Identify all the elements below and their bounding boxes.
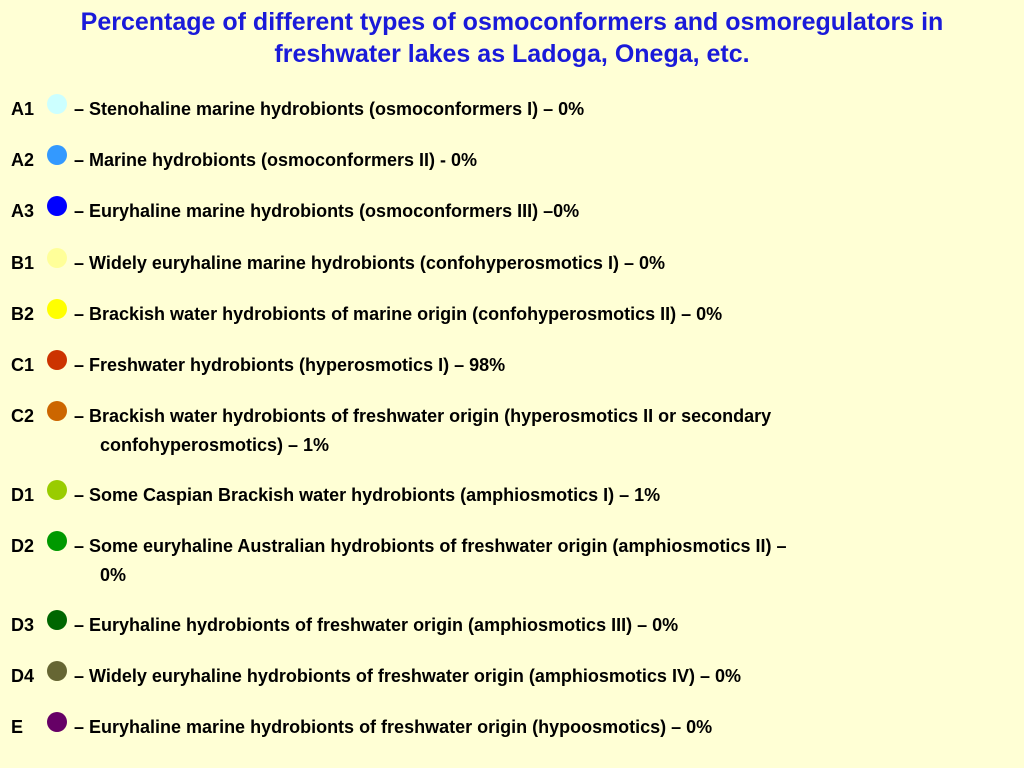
item-code: B1	[11, 253, 35, 273]
color-dot-icon	[47, 196, 67, 216]
item-description-continued: confohyperosmotics) – 1%	[100, 435, 330, 455]
color-dot-icon	[47, 531, 67, 551]
item-description: – Euryhaline hydrobionts of freshwater origin (amphiosmotics III) – 0%	[74, 615, 679, 635]
item-code: D3	[11, 615, 35, 635]
item-code: A2	[11, 150, 35, 170]
color-dot-icon	[47, 712, 67, 732]
color-dot-icon	[47, 610, 67, 630]
color-dot-icon	[47, 145, 67, 165]
item-code: D1	[11, 485, 35, 505]
item-code: B2	[11, 304, 35, 324]
item-code: C2	[11, 406, 35, 426]
item-code: D4	[11, 666, 35, 686]
item-description: – Euryhaline marine hydrobionts (osmoconformers III) –0%	[74, 201, 580, 221]
item-description: – Brackish water hydrobionts of freshwater origin (hyperosmotics II or secondary	[74, 406, 772, 426]
color-dot-icon	[47, 401, 67, 421]
color-dot-icon	[47, 248, 67, 268]
color-dot-icon	[47, 480, 67, 500]
title-line-2: freshwater lakes as Ladoga, Onega, etc.	[274, 40, 750, 68]
item-description: – Marine hydrobionts (osmoconformers II) - 0%	[74, 150, 478, 170]
item-code: E	[11, 717, 24, 737]
item-description: – Stenohaline marine hydrobionts (osmoconformers I) – 0%	[74, 99, 585, 119]
title-line-1: Percentage of different types of osmoconformers and osmoregulators in	[80, 8, 944, 36]
item-code: D2	[11, 536, 35, 556]
item-description: – Brackish water hydrobionts of marine origin (confohyperosmotics II) – 0%	[74, 304, 723, 324]
item-description: – Euryhaline marine hydrobionts of freshwater origin (hypoosmotics) – 0%	[74, 717, 713, 737]
color-dot-icon	[47, 299, 67, 319]
item-description: – Widely euryhaline hydrobionts of freshwater origin (amphiosmotics IV) – 0%	[74, 666, 741, 686]
item-description: – Some euryhaline Australian hydrobionts of freshwater origin (amphiosmotics II) –	[74, 536, 787, 556]
color-dot-icon	[47, 94, 67, 114]
item-description: – Some Caspian Brackish water hydrobionts (amphiosmotics I) – 1%	[74, 485, 661, 505]
item-description-continued: 0%	[100, 565, 127, 585]
item-description: – Freshwater hydrobionts (hyperosmotics I) – 98%	[74, 355, 506, 375]
item-description: – Widely euryhaline marine hydrobionts (confohyperosmotics I) – 0%	[74, 253, 665, 273]
item-code: A1	[11, 99, 35, 119]
item-code: C1	[11, 355, 35, 375]
color-dot-icon	[47, 661, 67, 681]
color-dot-icon	[47, 350, 67, 370]
item-code: A3	[11, 201, 35, 221]
